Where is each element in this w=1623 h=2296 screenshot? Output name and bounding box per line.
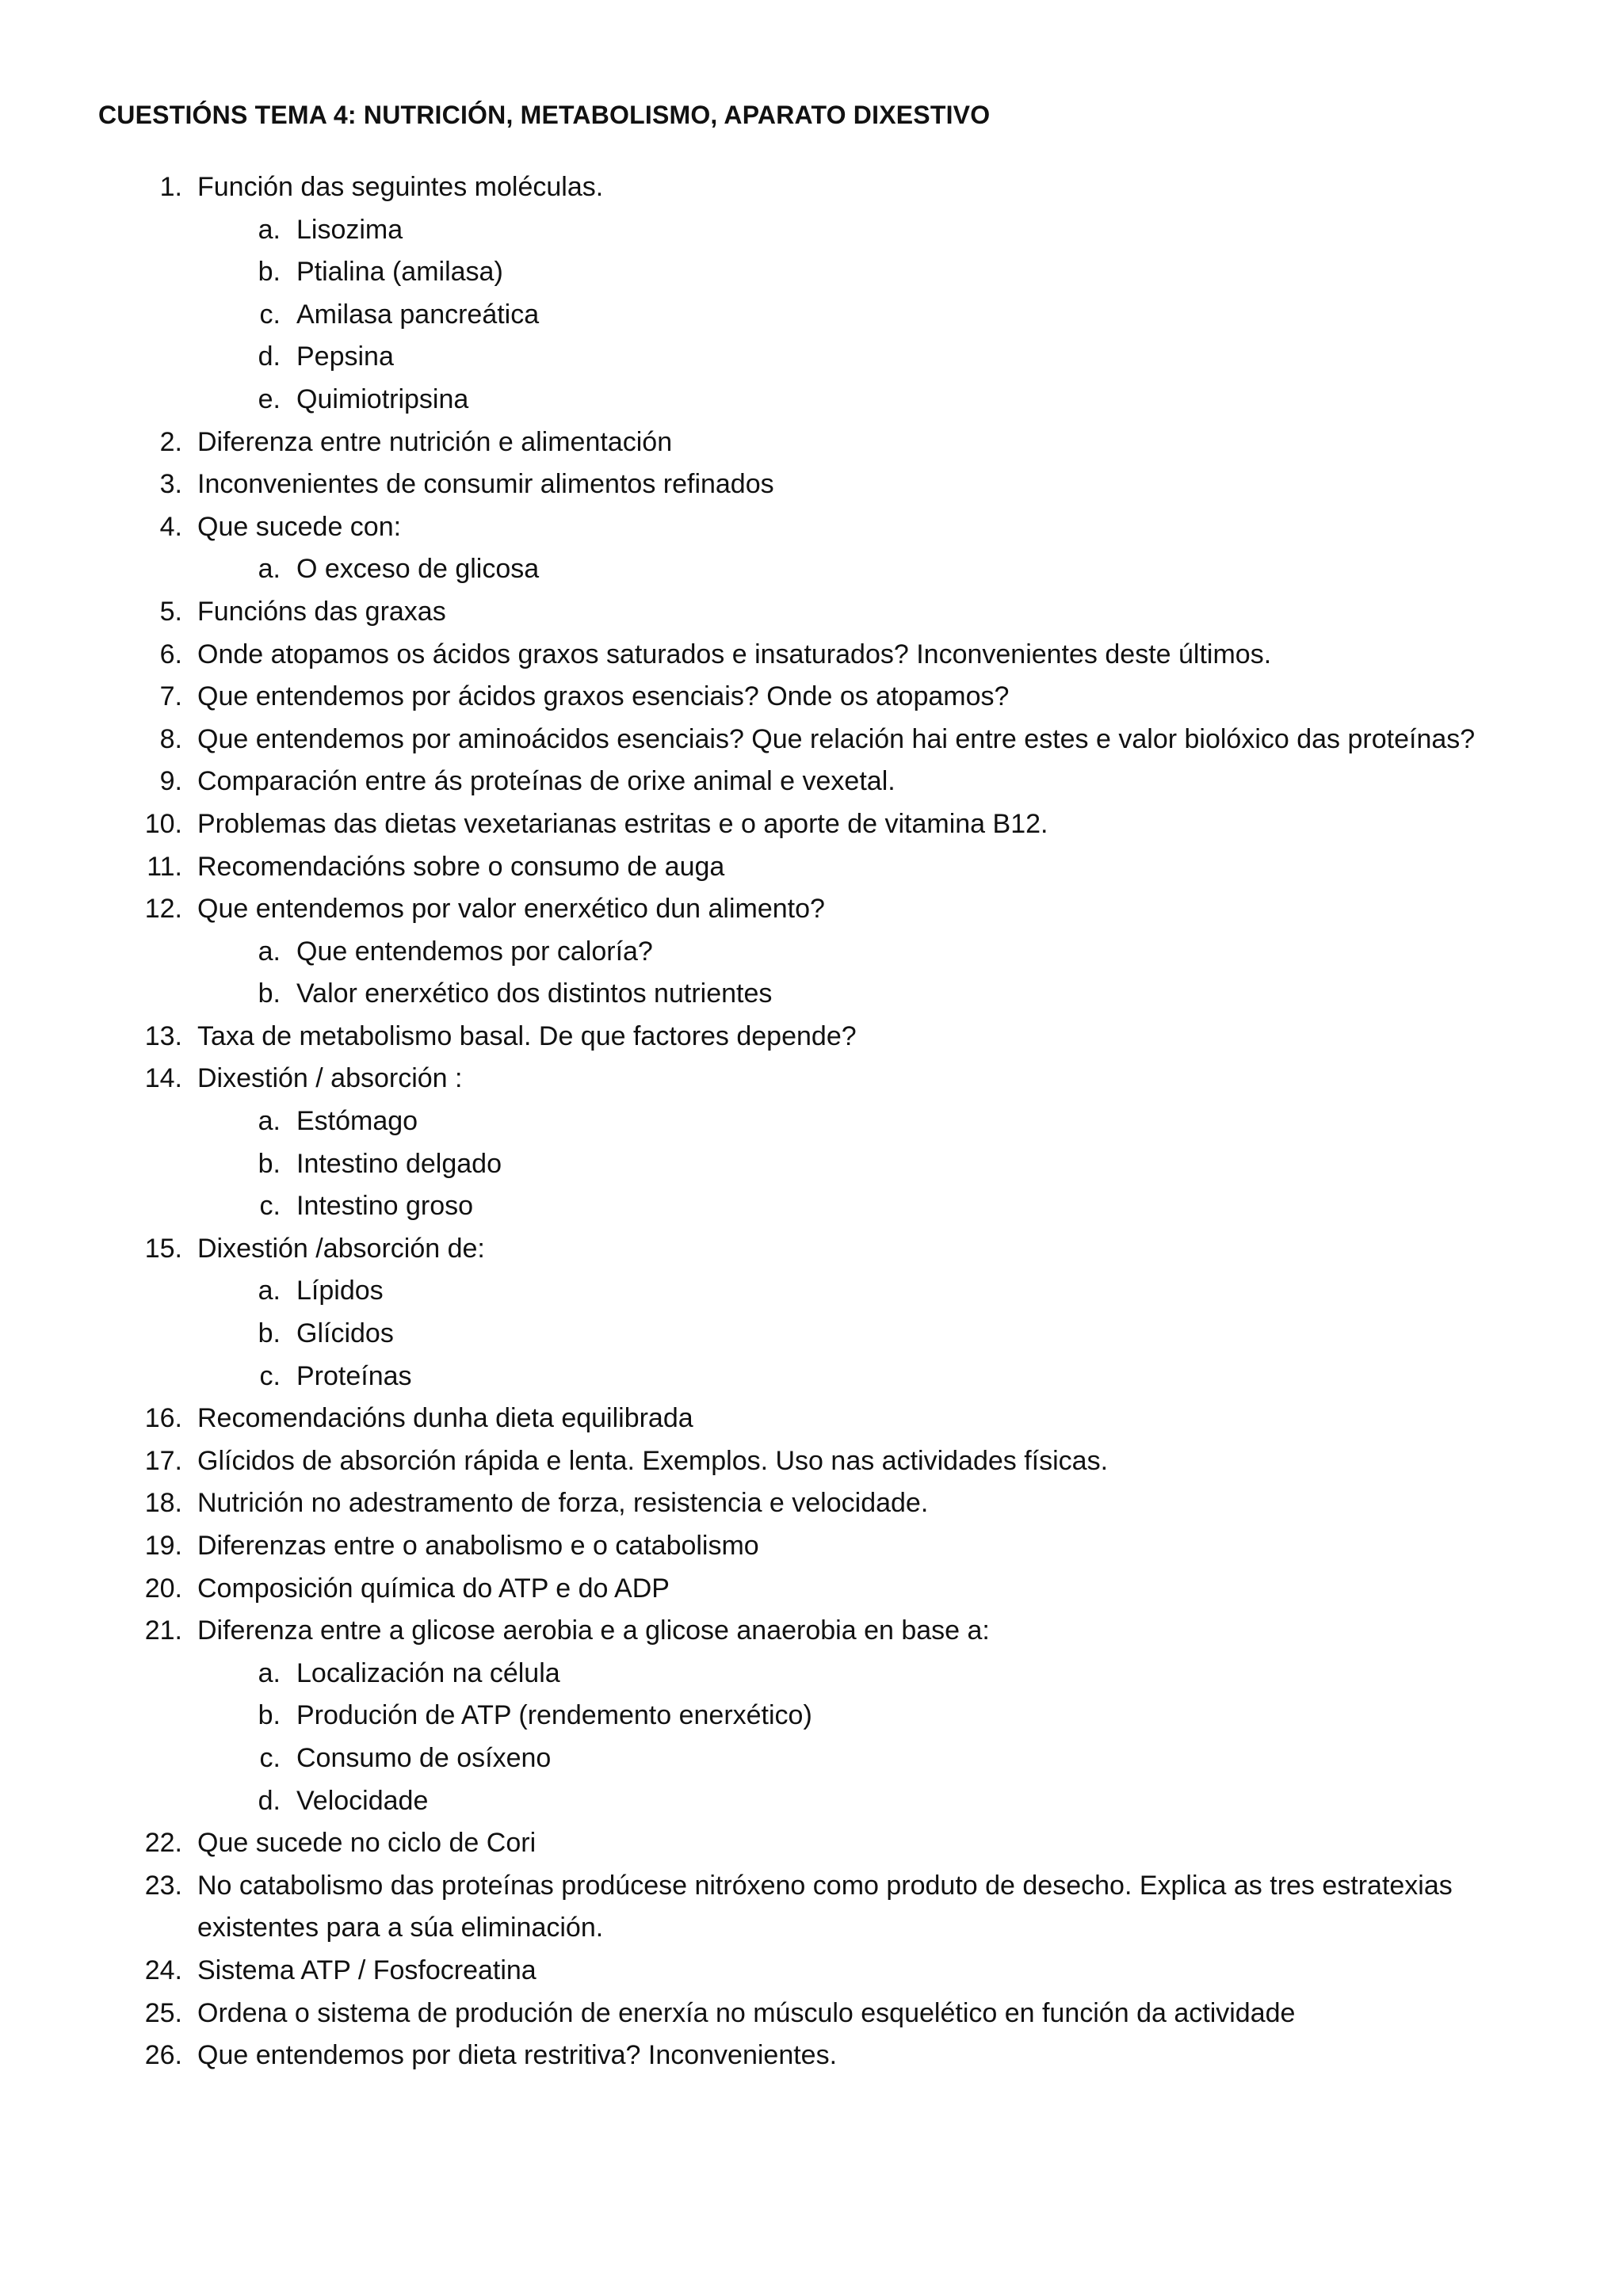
sub-question-text: Glícidos [296,1318,394,1349]
sub-question-letter: a. [258,214,281,245]
question-number: 6. [159,639,182,669]
sub-question-text: Lípidos [296,1276,384,1306]
question-number: 26. [144,2040,182,2071]
question-text: Glícidos de absorción rápida e lenta. Exemplos. Uso nas actividades físicas. [197,1445,1109,1476]
question-number: 1. [159,172,182,202]
sub-question-text: Produción de ATP (rendemento enerxético) [296,1700,812,1731]
question-item [0,888,1623,931]
question-number: 9. [159,766,182,797]
question-text: Que entendemos por ácidos graxos esenciais? Onde os atopamos? [197,681,1010,712]
question-item [0,1398,1623,1440]
sub-question [0,336,1623,379]
question-item [0,846,1623,889]
sub-question [0,251,1623,294]
question-text: Diferenzas entre o anabolismo e o catabolismo [197,1531,759,1561]
sub-question-text: Valor enerxético dos distintos nutrientes [296,978,773,1009]
question-item [0,421,1623,464]
question-number: 4. [159,511,182,542]
page-title: CUESTIÓNS TEMA 4: NUTRICIÓN, METABOLISMO, APARATO DIXESTIVO [98,101,991,129]
sub-question [0,1270,1623,1313]
question-item [0,1525,1623,1568]
question-text: existentes para a súa eliminación. [197,1913,604,1943]
sub-question [0,1356,1623,1398]
question-number: 11. [147,851,182,882]
question-number: 7. [159,681,182,712]
question-text: Diferenza entre a glicose aerobia e a glicose anaerobia en base a: [197,1615,990,1646]
question-number: 15. [144,1233,182,1264]
question-text: Función das seguintes moléculas. [197,172,604,202]
sub-question [0,1653,1623,1695]
sub-question-letter: b. [258,257,281,288]
sub-question-letter: a. [258,1657,281,1688]
question-number: 19. [144,1531,182,1561]
question-number: 18. [144,1488,182,1519]
question-text: Que entendemos por valor enerxético dun alimento? [197,894,825,925]
question-text: Dixestión / absorción : [197,1063,463,1094]
question-text: Recomendacións sobre o consumo de auga [197,851,725,882]
sub-question-letter: a. [258,1276,281,1306]
sub-question-text: Pepsina [296,341,394,372]
question-number: 24. [144,1955,182,1985]
question-text: Taxa de metabolismo basal. De que factores depende? [197,1020,857,1051]
question-text: Dixestión /absorción de: [197,1233,485,1264]
question-text: Inconvenientes de consumir alimentos refinados [197,469,774,500]
question-text: Sistema ATP / Fosfocreatina [197,1955,537,1985]
sub-question [0,931,1623,974]
question-item [0,1610,1623,1653]
question-item [0,1950,1623,1993]
sub-question-text: Que entendemos por caloría? [296,936,653,967]
question-text: Ordena o sistema de produción de enerxía no músculo esquelético en función da actividade [197,1997,1296,2028]
question-number: 17. [144,1445,182,1476]
question-text: Onde atopamos os ácidos graxos saturados e insaturados? Inconvenientes deste últimos. [197,639,1272,669]
sub-question-text: Localización na célula [296,1657,560,1688]
sub-question [0,973,1623,1016]
sub-question-letter: a. [258,936,281,967]
question-number: 2. [159,426,182,457]
sub-question-letter: d. [258,341,281,372]
sub-question-text: Quimiotripsina [296,383,469,414]
question-item [0,591,1623,634]
question-number: 20. [144,1573,182,1604]
question-text: Recomendacións dunha dieta equilibrada [197,1403,693,1434]
sub-question [0,1100,1623,1143]
question-item [0,506,1623,549]
sub-question-letter: e. [258,383,281,414]
question-item [0,1440,1623,1483]
sub-question-letter: c. [259,1742,281,1773]
question-text: Composición química do ATP e do ADP [197,1573,670,1604]
question-item [0,166,1623,209]
sub-question-text: Consumo de osíxeno [296,1742,552,1773]
question-list [0,166,1623,2077]
sub-question-text: Proteínas [296,1360,412,1391]
question-item [0,1058,1623,1100]
question-item [0,719,1623,761]
sub-question [0,548,1623,591]
question-text: Comparación entre ás proteínas de orixe animal e vexetal. [197,766,896,797]
question-text: Que sucede con: [197,511,402,542]
sub-question [0,1780,1623,1823]
question-text: Nutrición no adestramento de forza, resistencia e velocidade. [197,1488,929,1519]
question-item [0,1016,1623,1058]
question-number: 5. [159,596,182,627]
sub-question-text: Estómago [296,1106,418,1137]
question-item [0,803,1623,846]
sub-question [0,379,1623,421]
sub-question-text: Intestino delgado [296,1148,502,1179]
question-item [0,1568,1623,1611]
question-number: 25. [144,1997,182,2028]
sub-question [0,294,1623,337]
question-number: 3. [159,469,182,500]
sub-question-letter: b. [258,1700,281,1731]
question-item [0,1865,1623,1908]
question-item [0,676,1623,719]
sub-question [0,1695,1623,1737]
question-continuation [0,1907,1623,1950]
sub-question-letter: a. [258,1106,281,1137]
sub-question-letter: c. [259,1191,281,1222]
sub-question [0,209,1623,252]
sub-question-text: Lisozima [296,214,403,245]
question-text: Que entendemos por aminoácidos esenciais? Que relación hai entre estes e valor biolóxico das proteínas? [197,723,1476,754]
question-number: 22. [144,1828,182,1859]
question-text: Diferenza entre nutrición e alimentación [197,426,673,457]
question-number: 13. [144,1020,182,1051]
question-item [0,634,1623,677]
question-text: Problemas das dietas vexetarianas estritas e o aporte de vitamina B12. [197,808,1048,839]
question-item [0,1228,1623,1271]
sub-question-letter: b. [258,1148,281,1179]
sub-question-text: O exceso de glicosa [296,554,540,585]
sub-question [0,1185,1623,1228]
question-number: 10. [144,808,182,839]
question-item [0,2035,1623,2077]
sub-question-letter: a. [258,554,281,585]
question-item [0,1993,1623,2035]
question-item [0,1482,1623,1525]
sub-question [0,1737,1623,1780]
sub-question-text: Intestino groso [296,1191,474,1222]
sub-question-letter: c. [259,1360,281,1391]
question-text: No catabolismo das proteínas prodúcese nitróxeno como produto de desecho. Explica as tres estratexias [197,1870,1453,1901]
question-text: Que entendemos por dieta restritiva? Inconvenientes. [197,2040,838,2071]
sub-question-letter: d. [258,1785,281,1816]
question-number: 8. [159,723,182,754]
question-number: 16. [144,1403,182,1434]
question-number: 23. [144,1870,182,1901]
question-text: Funcións das graxas [197,596,446,627]
question-number: 21. [144,1615,182,1646]
question-item [0,761,1623,803]
sub-question [0,1313,1623,1356]
question-number: 12. [144,894,182,925]
sub-question-text: Amilasa pancreática [296,299,540,330]
sub-question-text: Ptialina (amilasa) [296,257,503,288]
sub-question-text: Velocidade [296,1785,429,1816]
sub-question-letter: b. [258,978,281,1009]
question-text: Que sucede no ciclo de Cori [197,1828,537,1859]
question-item [0,1822,1623,1865]
sub-question-letter: b. [258,1318,281,1349]
question-number: 14. [144,1063,182,1094]
question-item [0,463,1623,506]
sub-question [0,1143,1623,1186]
sub-question-letter: c. [259,299,281,330]
